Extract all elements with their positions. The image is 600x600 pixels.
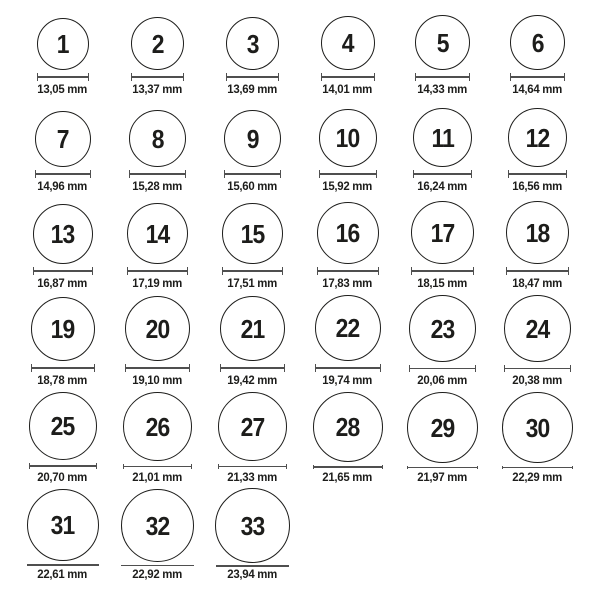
ring-size-cell — [395, 4, 490, 101]
diameter-ruler — [127, 267, 188, 275]
ring-size-cell — [15, 198, 110, 295]
ring-circle — [413, 108, 472, 167]
diameter-ruler — [502, 466, 573, 469]
ring-size-number: 21 — [240, 313, 265, 344]
ring-size-cell — [205, 101, 300, 198]
diameter-label: 18,78 mm — [37, 373, 88, 387]
ring-size-number: 1 — [56, 29, 69, 59]
ruler-line-icon — [223, 270, 282, 272]
ruler-line-icon — [314, 466, 382, 468]
ring-circle — [127, 203, 188, 264]
diameter-ruler — [218, 464, 287, 469]
ring-size-cell — [395, 295, 490, 392]
diameter-ruler — [131, 73, 184, 81]
ruler-line-icon — [130, 173, 185, 175]
ring-circle — [315, 295, 381, 361]
diameter-ruler — [317, 267, 379, 275]
diameter-ruler — [220, 364, 285, 372]
ring-size-cell — [15, 101, 110, 198]
diameter-ruler — [504, 365, 571, 372]
ruler-line-icon — [32, 367, 94, 369]
diameter-ruler — [506, 267, 569, 275]
ring-circle — [37, 18, 89, 70]
ring-size-number: 24 — [525, 313, 550, 344]
ring-size-number: 30 — [525, 412, 550, 443]
ruler-line-icon — [412, 270, 473, 272]
diameter-label: 22,29 mm — [512, 470, 563, 484]
ruler-line-icon — [122, 565, 193, 567]
ring-circle — [508, 108, 567, 167]
ring-size-number: 26 — [145, 411, 170, 442]
diameter-ruler — [226, 73, 279, 81]
ring-size-cell — [15, 489, 110, 586]
ring-circle — [27, 489, 99, 561]
diameter-label: 13,69 mm — [227, 82, 278, 96]
ruler-line-icon — [414, 173, 471, 175]
ring-circle — [129, 110, 186, 167]
ruler-line-icon — [221, 367, 284, 369]
ring-size-cell — [300, 295, 395, 392]
ring-size-cell — [15, 295, 110, 392]
ring-size-number: 12 — [525, 122, 550, 153]
ring-circle — [502, 392, 573, 463]
ruler-line-icon — [320, 173, 376, 175]
ring-size-cell — [205, 295, 300, 392]
ring-circle — [317, 202, 379, 264]
diameter-ruler — [129, 170, 186, 178]
ring-size-number: 10 — [335, 123, 360, 153]
diameter-ruler — [27, 564, 99, 566]
diameter-label: 23,94 mm — [227, 567, 278, 581]
ring-size-number: 6 — [531, 27, 544, 58]
diameter-label: 20,70 mm — [37, 470, 88, 484]
diameter-ruler — [508, 170, 567, 178]
ring-size-cell — [490, 101, 585, 198]
ring-size-cell — [490, 4, 585, 101]
ring-size-cell — [395, 101, 490, 198]
diameter-label: 20,38 mm — [512, 373, 563, 387]
ruler-line-icon — [505, 368, 570, 370]
ruler-line-icon — [126, 367, 189, 369]
diameter-label: 15,60 mm — [227, 179, 278, 193]
diameter-ruler — [33, 267, 93, 275]
ruler-line-icon — [225, 173, 280, 175]
ring-size-cell — [300, 4, 395, 101]
diameter-ruler — [123, 464, 192, 469]
ruler-line-icon — [316, 367, 380, 369]
diameter-ruler — [409, 365, 476, 372]
ring-size-cell — [205, 4, 300, 101]
diameter-ruler — [415, 73, 470, 81]
ring-circle — [125, 296, 190, 361]
ring-size-number: 2 — [151, 28, 164, 59]
ring-circle — [407, 392, 478, 463]
ring-size-number: 8 — [151, 123, 164, 154]
diameter-label: 16,24 mm — [417, 179, 468, 193]
ring-size-cell — [490, 198, 585, 295]
ring-circle — [31, 297, 95, 361]
ruler-line-icon — [34, 270, 92, 272]
ruler-line-icon — [318, 270, 378, 272]
ring-size-cell — [110, 489, 205, 586]
ring-circle — [415, 15, 470, 70]
diameter-ruler — [31, 364, 95, 372]
ring-circle — [33, 204, 93, 264]
ring-size-cell — [110, 4, 205, 101]
diameter-label: 17,83 mm — [322, 276, 373, 290]
diameter-label: 16,56 mm — [512, 179, 563, 193]
diameter-label: 14,96 mm — [37, 179, 88, 193]
diameter-ruler — [510, 73, 565, 81]
diameter-ruler — [222, 267, 283, 275]
ring-size-number: 29 — [430, 412, 455, 443]
ring-size-number: 14 — [145, 218, 170, 249]
diameter-label: 15,92 mm — [322, 179, 373, 193]
ruler-line-icon — [507, 270, 568, 272]
ring-size-grid — [15, 4, 585, 586]
ring-circle — [215, 488, 290, 563]
ruler-line-icon — [132, 76, 183, 78]
diameter-label: 21,97 mm — [417, 470, 468, 484]
ruler-line-icon — [128, 270, 187, 272]
diameter-label: 20,06 mm — [417, 373, 468, 387]
ring-size-number: 33 — [240, 510, 265, 541]
ring-size-number: 22 — [335, 313, 360, 343]
ring-size-number: 27 — [240, 411, 265, 442]
diameter-ruler — [29, 463, 97, 469]
ring-circle — [510, 15, 565, 70]
ring-circle — [224, 110, 281, 167]
ring-size-cell — [110, 198, 205, 295]
ring-size-cell — [300, 198, 395, 295]
ring-size-number: 28 — [335, 412, 360, 442]
ring-size-number: 31 — [50, 510, 75, 540]
ruler-line-icon — [38, 76, 88, 78]
ring-size-cell — [205, 392, 300, 489]
ring-circle — [226, 17, 279, 70]
diameter-label: 19,10 mm — [132, 373, 183, 387]
diameter-label: 14,01 mm — [322, 82, 373, 96]
diameter-label: 19,74 mm — [322, 373, 373, 387]
ring-size-cell — [395, 392, 490, 489]
ring-circle — [504, 295, 571, 362]
ring-circle — [218, 392, 287, 461]
ring-size-number: 23 — [430, 313, 455, 344]
ring-size-cell — [205, 489, 300, 586]
ring-circle — [409, 295, 476, 362]
ring-size-cell — [300, 101, 395, 198]
ring-circle — [506, 201, 569, 264]
ring-size-cell — [490, 392, 585, 489]
diameter-label: 13,37 mm — [132, 82, 183, 96]
diameter-label: 18,47 mm — [512, 276, 563, 290]
ring-size-number: 20 — [145, 313, 170, 344]
ring-size-cell — [110, 101, 205, 198]
ring-size-cell — [300, 392, 395, 489]
diameter-ruler — [125, 364, 190, 372]
ruler-line-icon — [36, 173, 90, 175]
diameter-label: 15,28 mm — [132, 179, 183, 193]
diameter-ruler — [411, 267, 474, 275]
diameter-ruler — [121, 565, 194, 566]
diameter-label: 21,33 mm — [227, 470, 278, 484]
ring-size-cell — [15, 392, 110, 489]
diameter-label: 22,61 mm — [37, 567, 88, 581]
diameter-ruler — [319, 170, 377, 178]
ring-size-number: 32 — [145, 510, 170, 541]
ring-circle — [121, 489, 194, 562]
ring-circle — [29, 392, 97, 460]
ring-circle — [123, 392, 192, 461]
ring-size-number: 17 — [430, 217, 455, 248]
diameter-ruler — [413, 170, 472, 178]
ring-size-number: 25 — [50, 411, 75, 441]
ruler-line-icon — [503, 467, 572, 469]
ring-circle — [313, 392, 383, 462]
ring-size-number: 5 — [436, 27, 449, 58]
ring-size-cell — [110, 295, 205, 392]
ring-circle — [411, 201, 474, 264]
ring-circle — [131, 17, 184, 70]
ring-size-number: 15 — [240, 218, 265, 249]
ruler-line-icon — [410, 368, 475, 370]
ring-size-number: 4 — [341, 28, 354, 58]
ring-size-number: 18 — [525, 217, 550, 248]
ruler-line-icon — [219, 466, 286, 468]
diameter-label: 14,33 mm — [417, 82, 468, 96]
diameter-label: 17,19 mm — [132, 276, 183, 290]
ring-size-number: 11 — [431, 122, 454, 153]
ruler-line-icon — [511, 76, 564, 78]
ring-circle — [35, 111, 91, 167]
ruler-line-icon — [227, 76, 278, 78]
ring-size-cell — [110, 392, 205, 489]
ring-size-number: 7 — [56, 124, 69, 154]
ring-size-number: 19 — [50, 314, 75, 344]
diameter-label: 21,65 mm — [322, 470, 373, 484]
ruler-line-icon — [416, 76, 469, 78]
ruler-line-icon — [322, 76, 374, 78]
diameter-label: 17,51 mm — [227, 276, 278, 290]
ring-size-number: 16 — [335, 218, 360, 248]
diameter-label: 16,87 mm — [37, 276, 88, 290]
ring-size-number: 3 — [246, 28, 259, 59]
diameter-label: 14,64 mm — [512, 82, 563, 96]
ruler-line-icon — [408, 467, 477, 469]
diameter-label: 19,42 mm — [227, 373, 278, 387]
ring-size-cell — [15, 4, 110, 101]
ring-circle — [321, 16, 375, 70]
diameter-label: 22,92 mm — [132, 567, 183, 581]
diameter-label: 13,05 mm — [37, 82, 88, 96]
diameter-label: 21,01 mm — [132, 470, 183, 484]
ring-circle — [222, 203, 283, 264]
diameter-ruler — [407, 466, 478, 469]
diameter-ruler — [313, 465, 383, 469]
ring-size-cell — [395, 198, 490, 295]
ring-circle — [319, 109, 377, 167]
diameter-ruler — [35, 170, 91, 178]
diameter-ruler — [315, 364, 381, 372]
ring-size-cell — [205, 198, 300, 295]
ring-size-number: 9 — [246, 123, 259, 154]
diameter-label: 18,15 mm — [417, 276, 468, 290]
ring-size-cell — [490, 295, 585, 392]
ruler-line-icon — [509, 173, 566, 175]
ruler-line-icon — [30, 465, 96, 467]
ruler-line-icon — [124, 466, 191, 468]
diameter-ruler — [321, 73, 375, 81]
ring-circle — [220, 296, 285, 361]
diameter-ruler — [37, 73, 89, 81]
ring-size-number: 13 — [50, 219, 75, 249]
ruler-line-icon — [28, 564, 98, 566]
diameter-ruler — [224, 170, 281, 178]
